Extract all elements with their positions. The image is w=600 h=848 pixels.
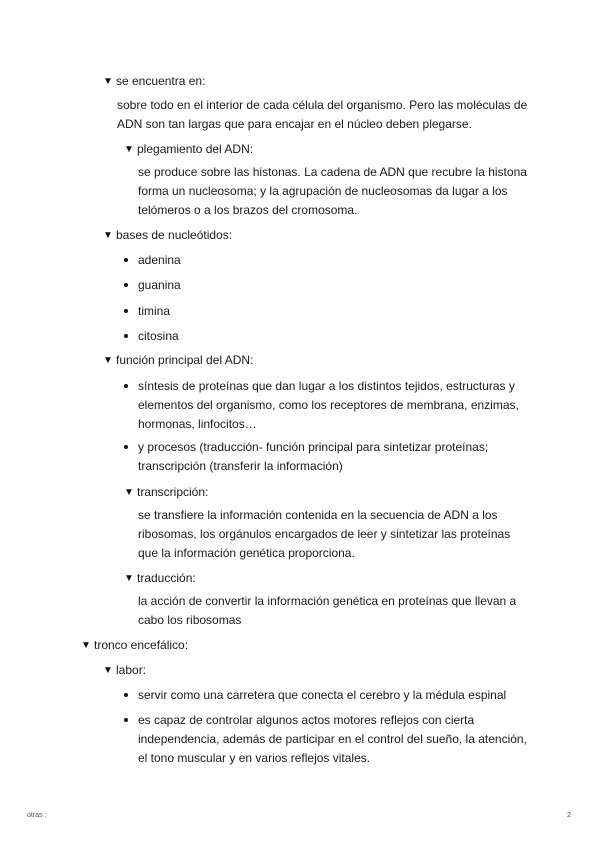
- outline-node-transcripcion[interactable]: [124, 483, 208, 502]
- collapse-triangle-icon[interactable]: ▼: [103, 665, 113, 676]
- bullet-icon: [123, 276, 138, 295]
- page-number: 2: [567, 812, 571, 819]
- bullet-icon: [123, 438, 138, 476]
- list-item-text: citosina: [138, 329, 179, 343]
- outline-node-funcion[interactable]: [103, 351, 253, 370]
- bullet-icon: [123, 302, 138, 321]
- node-text: la acción de convertir la información genética en proteínas que llevan a cabo los ribosomas: [138, 594, 517, 627]
- list-item: [123, 438, 538, 476]
- collapse-triangle-icon[interactable]: ▼: [124, 144, 134, 155]
- list-item-text: y procesos (traducción- función principal para sintetizar proteínas; transcripción (transferir la información): [138, 440, 489, 473]
- node-text: se transfiere la información contenida en la secuencia de ADN a los ribosomas, los orgánulos encargados de leer y sintetizar las proteínas que la información genética proporciona.: [138, 508, 511, 560]
- collapse-triangle-icon[interactable]: ▼: [103, 76, 113, 87]
- node-label: función principal del ADN:: [116, 353, 254, 367]
- footer-left-text: otras :: [27, 812, 47, 819]
- bullet-icon: [123, 711, 138, 768]
- outline-node-tronco[interactable]: [81, 636, 188, 655]
- node-label: plegamiento del ADN:: [137, 142, 254, 156]
- outline-node-labor[interactable]: [103, 661, 146, 680]
- outline-node-bases[interactable]: [103, 226, 232, 245]
- list-item-text: timina: [138, 304, 171, 318]
- list-item: [123, 327, 179, 346]
- list-item: [123, 276, 181, 295]
- outline-node-se-encuentra[interactable]: [103, 72, 205, 91]
- collapse-triangle-icon[interactable]: ▼: [103, 230, 113, 241]
- list-item: [123, 251, 181, 270]
- collapse-triangle-icon[interactable]: ▼: [124, 487, 134, 498]
- bullet-icon: [123, 377, 138, 434]
- list-item-text: síntesis de proteínas que dan lugar a los distintos tejidos, estructuras y elementos del organismo, como los receptores de membrana, enzimas, hormonas, linfocitos…: [138, 379, 519, 431]
- bullet-icon: [123, 327, 138, 346]
- collapse-triangle-icon[interactable]: ▼: [124, 573, 134, 584]
- node-label: se encuentra en:: [116, 74, 206, 88]
- node-label: bases de nucleótidos:: [116, 228, 233, 242]
- collapse-triangle-icon[interactable]: ▼: [103, 355, 113, 366]
- list-item-text: servir como una carretera que conecta el cerebro y la médula espinal: [138, 688, 507, 702]
- collapse-triangle-icon[interactable]: ▼: [81, 640, 91, 651]
- outline-node-traduccion[interactable]: [124, 569, 196, 588]
- node-label: traducción:: [137, 571, 196, 585]
- node-label: transcripción:: [137, 485, 209, 499]
- node-text: se produce sobre las histonas. La cadena de ADN que recubre la histona forma un nucleosoma; y la agrupación de nucleosomas da lugar a los telómeros o a los brazos del cromosoma.: [138, 165, 527, 217]
- list-item-text: es capaz de controlar algunos actos motores reflejos con cierta independencia, además de participar en el control del sueño, la atención, el tono muscular y en varios reflejos vitales.: [138, 713, 527, 765]
- list-item-text: adenina: [138, 253, 181, 267]
- node-label: labor:: [116, 663, 147, 677]
- list-item: [123, 302, 170, 321]
- list-item: [123, 377, 538, 434]
- list-item: [123, 711, 538, 768]
- node-text: sobre todo en el interior de cada célula del organismo. Pero las moléculas de ADN son tan largas que para encajar en el núcleo deben plegarse.: [117, 98, 528, 131]
- list-item-text: guanina: [138, 278, 181, 292]
- node-label: tronco encefálico:: [94, 638, 189, 652]
- list-item: [123, 686, 538, 705]
- bullet-icon: [123, 686, 138, 705]
- bullet-icon: [123, 251, 138, 270]
- outline-node-plegamiento[interactable]: [124, 140, 253, 159]
